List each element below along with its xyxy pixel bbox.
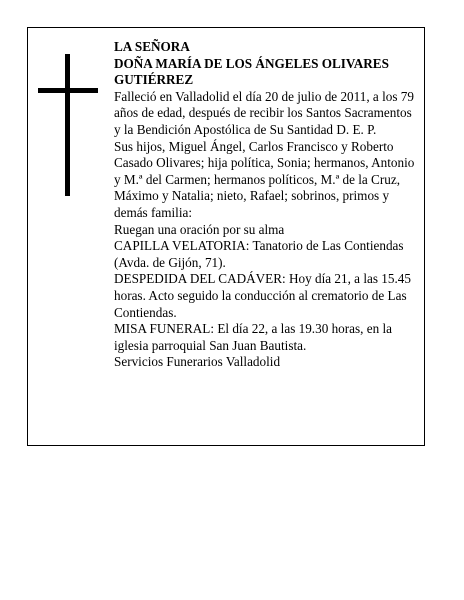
funeral-services: Servicios Funerarios Valladolid: [114, 354, 281, 370]
obituary-text: [114, 39, 420, 371]
deceased-name: DOÑA MARÍA DE LOS ÁNGELES OLIVARES GUTIÉRREZ: [114, 55, 389, 88]
funeral-mass-info: MISA FUNERAL: El día 22, a las 19.30 horas, en la iglesia parroquial San Juan Bautista.: [114, 321, 393, 353]
chapel-info: CAPILLA VELATORIA: Tanatorio de Las Contiendas (Avda. de Gijón, 71).: [114, 238, 404, 270]
prayer-request: Ruegan una oración por su alma: [114, 221, 285, 237]
farewell-info: DESPEDIDA DEL CADÁVER: Hoy día 21, a las 15.45 horas. Acto seguido la conducción al crematorio de Las Contiendas.: [114, 271, 411, 320]
cross-icon: [38, 54, 98, 196]
death-announcement: Falleció en Valladolid el día 20 de julio de 2011, a los 79 años de edad, después de recibir los Santos Sacramentos y la Bendición Apostólica de Su Santidad D. E. P.: [114, 88, 414, 137]
cross-vertical-bar: [65, 54, 70, 196]
notice-title: LA SEÑORA: [114, 39, 190, 54]
family-list: Sus hijos, Miguel Ángel, Carlos Francisco y Roberto Casado Olivares; hija política, Sonia; hermanos, Antonio y M.ª del Carmen; hermanos políticos, M.ª de la Cruz, Máximo y Natalia; nieto, Rafael; sobrinos, primos y demás familia:: [114, 138, 415, 220]
cross-horizontal-bar: [38, 88, 98, 93]
